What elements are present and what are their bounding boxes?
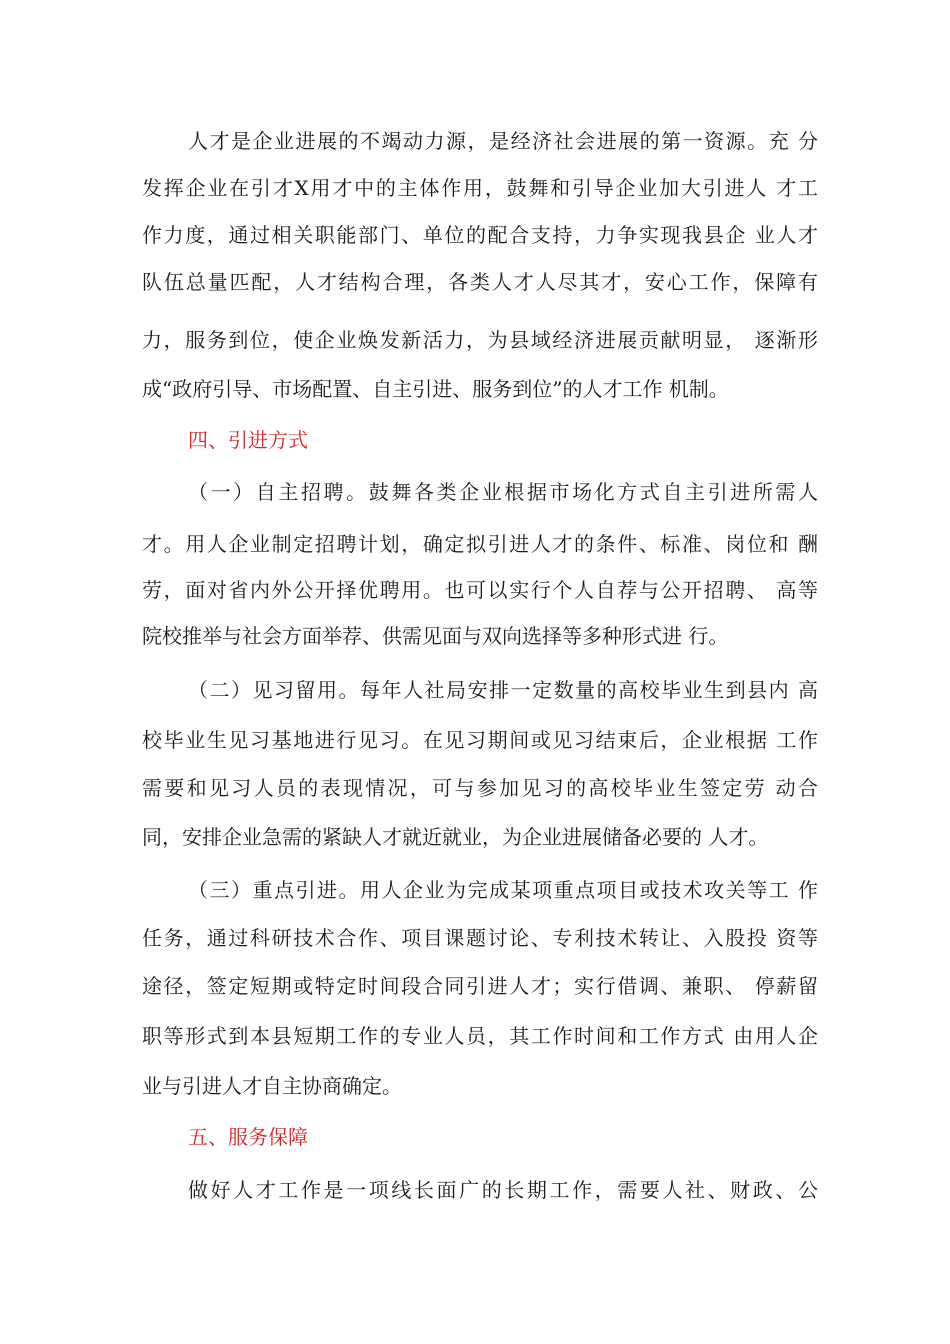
paragraph-line: 校毕业生见习基地进行见习。在见习期间或见习结束后，企业根据 工作 xyxy=(142,728,818,752)
paragraph-line: 院校推举与社会方面举荐、供需见面与双向选择等多种形式进 行。 xyxy=(142,624,729,648)
paragraph-line: 途径，签定短期或特定时间段合同引进人才；实行借调、兼职、 停薪留 xyxy=(142,974,818,998)
section-heading: 四、引进方式 xyxy=(188,428,308,452)
paragraph-line: 才。用人企业制定招聘计划，确定拟引进人才的条件、标准、岗位和 酬 xyxy=(142,532,818,556)
paragraph-line: 队伍总量匹配，人才结构合理，各类人才人尽其才，安心工作，保障有 xyxy=(142,270,818,294)
paragraph-line: 作力度，通过相关职能部门、单位的配合支持，力争实现我县企 业人才 xyxy=(142,223,818,247)
section-heading: 五、服务保障 xyxy=(188,1125,308,1149)
paragraph-line: 业与引进人才自主协商确定。 xyxy=(142,1074,402,1098)
paragraph-line: （三）重点引进。用人企业为完成某项重点项目或技术攻关等工 作 xyxy=(188,878,818,902)
paragraph-line: 任务，通过科研技术合作、项目课题讨论、专利技术转让、入股投 资等 xyxy=(142,926,818,950)
paragraph-line: 发挥企业在引才X用才中的主体作用，鼓舞和引导企业加大引进人 才工 xyxy=(142,176,818,200)
paragraph-line: 同，安排企业急需的紧缺人才就近就业，为企业进展储备必要的 人才。 xyxy=(142,825,769,849)
paragraph-line: 劳，面对省内外公开择优聘用。也可以实行个人自荐与公开招聘、 高等 xyxy=(142,578,818,602)
paragraph-line: 成“政府引导、市场配置、自主引进、服务到位”的人才工作 机制。 xyxy=(142,377,729,401)
paragraph-line: 职等形式到本县短期工作的专业人员，其工作时间和工作方式 由用人企 xyxy=(142,1024,818,1048)
paragraph-line: 力，服务到位，使企业焕发新活力，为县域经济进展贡献明显， 逐渐形 xyxy=(142,328,818,352)
paragraph-line: 人才是企业进展的不竭动力源，是经济社会进展的第一资源。充 分 xyxy=(188,129,818,153)
paragraph-line: （二）见习留用。每年人社局安排一定数量的高校毕业生到县内 高 xyxy=(188,678,818,702)
paragraph-line: 做好人才工作是一项线长面广的长期工作，需要人社、财政、公 xyxy=(188,1178,818,1202)
paragraph-line: （一）自主招聘。鼓舞各类企业根据市场化方式自主引进所需人 xyxy=(188,480,818,504)
paragraph-line: 需要和见习人员的表现情况，可与参加见习的高校毕业生签定劳 动合 xyxy=(142,776,818,800)
